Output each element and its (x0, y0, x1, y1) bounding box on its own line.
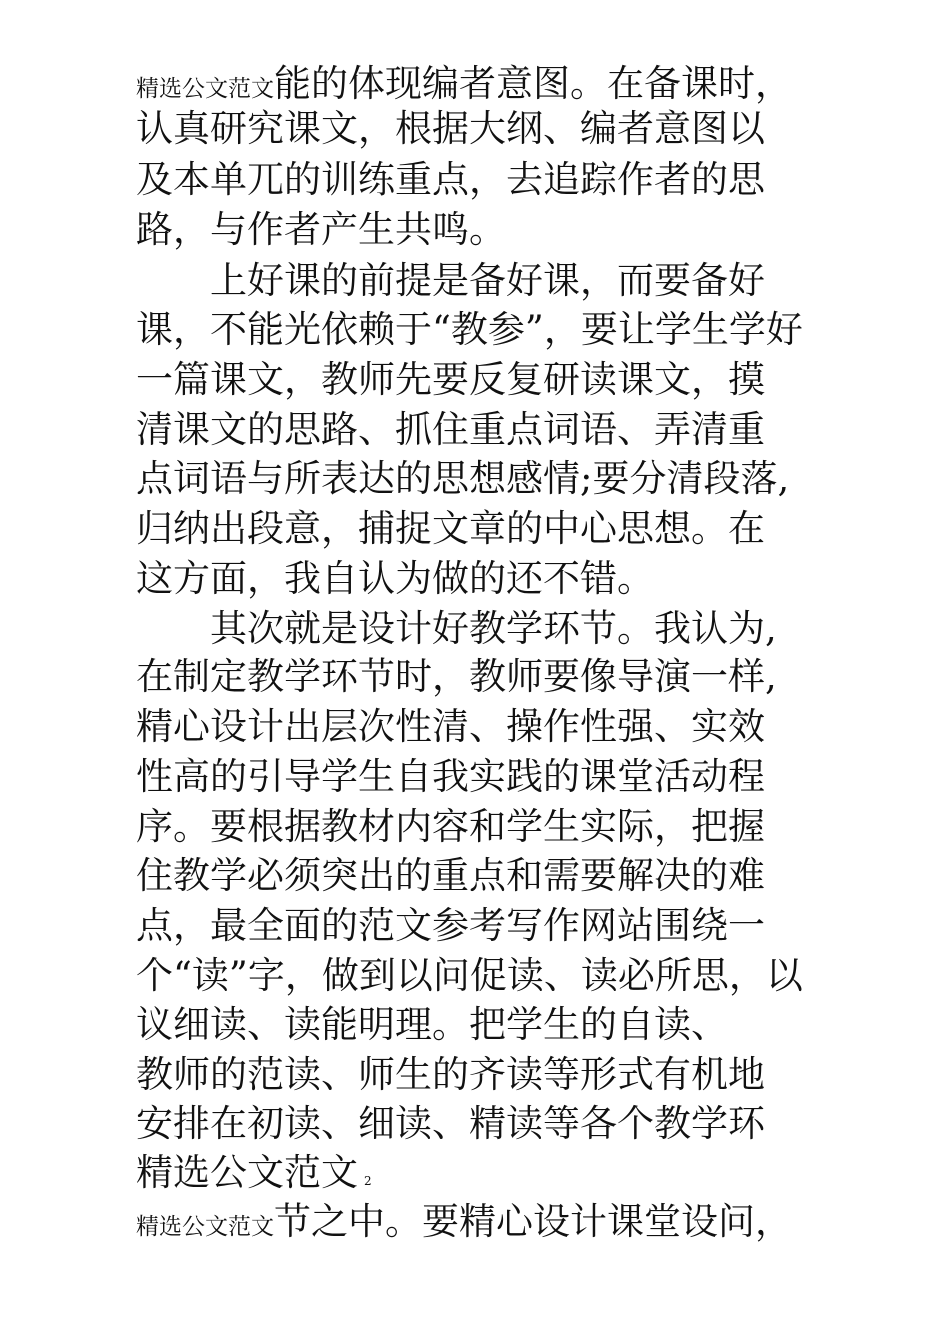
text-line-8: 清课文的思路、抓住重点词语、弄清重 (136, 408, 765, 451)
line-text: 能的体现编者意图。在备课时， (274, 62, 792, 105)
text-line-14: 精心设计出层次性清、操作性强、实效 (136, 705, 765, 748)
text-line-10: 归纳出段意，捕捉文章的中心思想。在 (136, 507, 765, 550)
text-line-19: 个“读”字，做到以问促读、读必所思，以 (136, 954, 803, 997)
text-line-22: 安排在初读、细读、精读等各个教学环 (136, 1102, 765, 1145)
footer-label: 精选公文范文 (136, 1151, 358, 1194)
text-line-18: 点，最全面的范文参考写作网站围绕一 (136, 904, 765, 947)
next-page-text: 节之中。要精心设计课堂设问， (274, 1200, 792, 1243)
text-line-9: 点词语与所表达的思想感情;要分清段落, (136, 457, 790, 500)
text-line-4: 路，与作者产生共鸣。 (136, 208, 506, 251)
next-header-label: 精选公文范文 (136, 1214, 274, 1240)
text-line-13: 在制定教学环节时，教师要像导演一样, (136, 655, 777, 698)
text-line-6: 课，不能光依赖于“教参”，要让学生学好 (136, 308, 803, 351)
text-line-2: 认真研究课文，根据大纲、编者意图以 (136, 107, 765, 150)
page-number: 2 (364, 1174, 372, 1188)
paragraph-start-line: 其次就是设计好教学环节。我认为, (210, 607, 777, 650)
text-line-21: 教师的范读、师生的齐读等形式有机地 (136, 1053, 765, 1096)
text-line-3: 及本单兀的训练重点，去追踪作者的思 (136, 158, 765, 201)
text-line-7: 一篇课文，教师先要反复研读课文，摸 (136, 358, 765, 401)
text-line-15: 性高的引导学生自我实践的课堂活动程 (136, 755, 765, 798)
next-page-line (136, 1196, 792, 1253)
text-line-11: 这方面，我自认为做的还不错。 (136, 557, 654, 600)
header-label: 精选公文范文 (136, 76, 274, 102)
text-line-17: 住教学必须突出的重点和需要解决的难 (136, 854, 765, 897)
paragraph-start-line: 上好课的前提是备好课，而要备好 (210, 259, 765, 302)
text-line-20: 议细读、读能明理。把学生的自读、 (136, 1003, 728, 1046)
text-line-16: 序。要根据教材内容和学生实际，把握 (136, 805, 765, 848)
